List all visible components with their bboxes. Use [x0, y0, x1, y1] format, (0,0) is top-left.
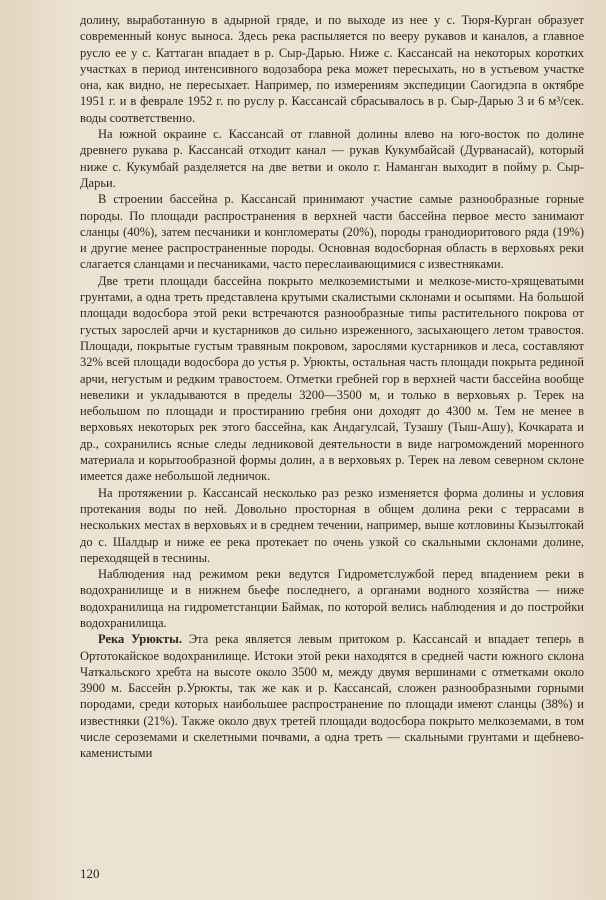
paragraph-5: На протяжении р. Кассансай несколько раз резко изменяется форма долины и условия протекания воды по ней. Довольно просторная в общем долина реки с террасами в нескольких местах в верховьях и в среднем течении, например, выше котловины Кызылтокай до с. Шалдыр и ниже ее река протекает по очень узкой со скальными склонами долине, переходящей в теснины. [80, 485, 584, 565]
paragraph-7-body: Эта река является левым притоком р. Кассансай и впадает теперь в Ортотокайское водохранилище. Истоки этой реки находятся в средней части южного склона Чаткальского хребта на высоте около 3500 м, между двумя вершинами с отметками около 3900 м. Бассейн р.Урюкты, так же как и р. Кассансай, сложен разнообразными горными породами, среди которых наибольшее распространение по площади имеют сланцы (38%) и известняки (21%). Также около двух третей площади водосбора покрыто мелкоземами, в том числе сероземами и скелетными почвами, а одна треть — скальными грунтами и щебнево-каменистыми [80, 632, 584, 761]
paragraph-7 [80, 631, 584, 761]
section-heading: Река Урюкты. [98, 632, 183, 647]
paragraph-3: В строении бассейна р. Кассансай принимают участие самые разнообразные горные породы. По площади распространения в верхней части бассейна первое место занимают сланцы (40%), затем песчаники и конгломераты (20%), породы гранодиоритового ряда (19%) и другие менее распространенные породы. Основная водосборная область в верховьях реки слагается сланцами и песчаниками, часто переслаивающимися с известняками. [80, 192, 584, 272]
paragraph-6: Наблюдения над режимом реки ведутся Гидрометслужбой перед впадением реки в водохранилище и в нижнем бьефе последнего, а органами водного хозяйства — ниже водохранилища на гидрометстанции Баймак, по которой велись наблюдения и до постройки водохранилища. [80, 567, 584, 630]
paragraph-4: Две трети площади бассейна покрыто мелкоземистыми и мелкозе-мисто-хрящеватыми грунтами, а одна треть представлена крутыми скалистыми склонами и осыпями. На большой площади водосбора этой реки встречаются разнообразные типы растительного покрова от густых зарослей арчи и кустарников до сильно изреженного, засыхающего летом травостоя. Площади, покрытые густым травяным покровом, зарослями кустарников и леса, составляют 32% всей площади водосбора до устья р. Урюкты, остальная часть площади покрыта рединой арчи, негустым и редким травостоем. Отметки гребней гор в верхней части бассейна вообще невелики и укладываются в пределы 3200—3500 м, и только в верховьях р. Терек на небольшом по площади и простиранию гребня они доходят до 4300 м. Тем не менее в верховьях некоторых рек этого бассейна, как Андагулсай, Тузашу (Тыш-Ашу), Кочкарата и др., сохранились ясные следы ледниковой деятельности в виде нагромождений моренного материала и корытообразной формы долин, а в верховьях р. Терек на левом северном склоне имеется даже небольшой ледничок. [80, 273, 584, 484]
paragraph-2: На южной окраине с. Кассансай от главной долины влево на юго-восток по долине древнего рукава р. Кассансай отходит канал — рукав Кукумбайсай (Дурванасай), который ниже с. Кукумбай разделяется на две ветви и около г. Наманган выходит в пойму р. Сыр-Дарьи. [80, 127, 584, 190]
paragraph-1: долину, выработанную в адырной гряде, и по выходе из нее у с. Тюря-Курган образует современный конус выноса. Здесь река распыляется по вееру рукавов и каналов, а главное русло ее у с. Каттаган впадает в р. Сыр-Дарью. Ниже с. Кассансай на некоторых коротких участках в период интенсивного водозабора река может пересыхать, но в устьевом участке она, как видно, не пересыхает. Например, по измерениям экспедиции Саогидэпа в октябре 1951 г. и в феврале 1952 г. по руслу р. Кассансай сбрасывалось в р. Сыр-Дарью 3 и 6 м³/сек. воды соответственно. [80, 13, 584, 125]
page-number: 120 [80, 866, 100, 881]
